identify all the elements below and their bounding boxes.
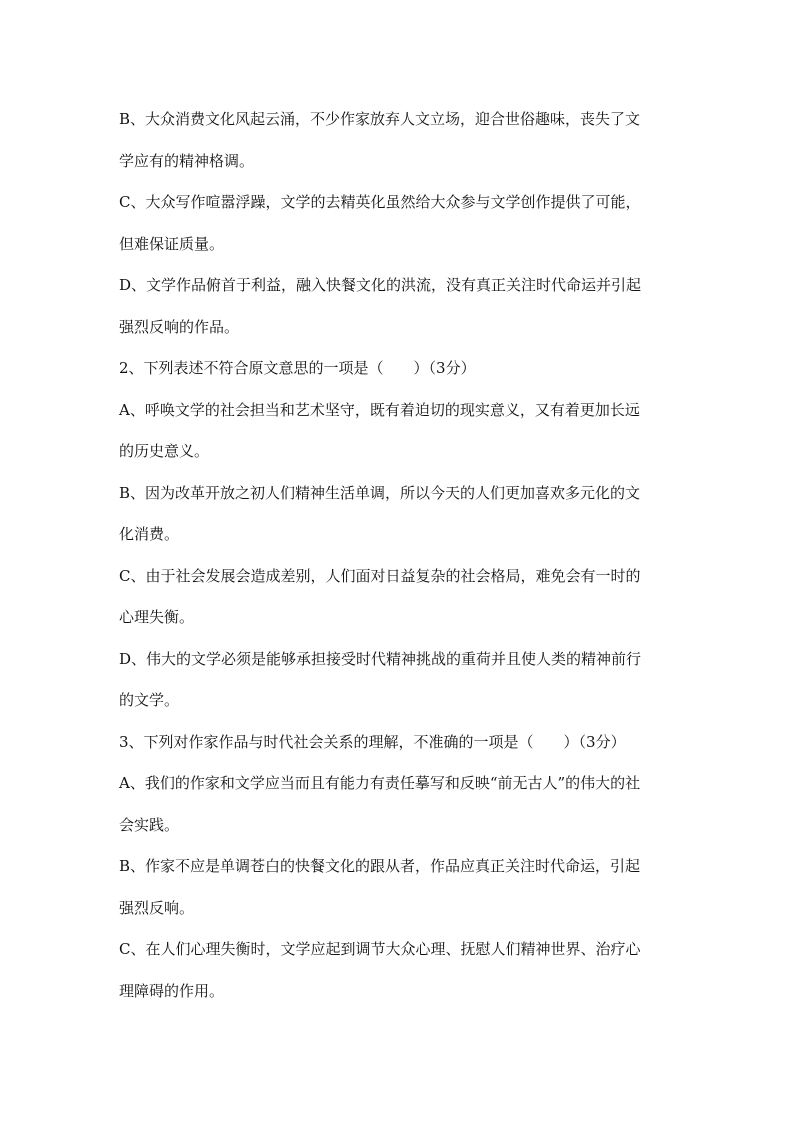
q2-option-c-line-1: C、由于社会发展会造成差别，人们面对日益复杂的社会格局，难免会有一时的 [119, 566, 641, 585]
q3-option-a-line-1: A、我们的作家和文学应当而且有能力有责任摹写和反映“前无古人”的伟大的社 [119, 774, 641, 792]
q3-option-a-line-2: 会实践。 [119, 815, 180, 834]
q3-option-c-line-2: 理障碍的作用。 [119, 981, 225, 1000]
q2-option-c-line-2: 心理失衡。 [119, 608, 195, 626]
option-d-line-1: D、文学作品俯首于利益，融入快餐文化的洪流，没有真正关注时代命运并引起 [119, 276, 642, 294]
option-b-line-1: B、大众消费文化风起云涌，不少作家放弃人文立场，迎合世俗趣味，丧失了文 [119, 110, 641, 128]
q2-option-a-line-1: A、呼唤文学的社会担当和艺术坚守，既有着迫切的现实意义，又有着更加长远 [119, 400, 640, 419]
q3-option-c-line-1: C、在人们心理失衡时，文学应起到调节大众心理、抚慰人们精神世界、治疗心 [119, 940, 641, 958]
q2-option-d-line-1: D、伟大的文学必须是能够承担接受时代精神挑战的重荷并且使人类的精神前行 [119, 649, 642, 668]
option-d-line-2: 强烈反响的作品。 [119, 317, 240, 336]
q2-option-a-line-2: 的历史意义。 [119, 442, 210, 460]
q2-option-b-line-2: 化消费。 [119, 525, 180, 543]
q2-option-b-line-1: B、因为改革开放之初人们精神生活单调，所以今天的人们更加喜欢多元化的文 [119, 483, 641, 502]
question-2-stem: 2、下列表述不符合原文意思的一项是（ ）（3分） [119, 359, 476, 377]
q2-option-d-line-2: 的文学。 [119, 691, 180, 709]
option-b-line-2: 学应有的精神格调。 [119, 151, 255, 170]
q3-option-b-line-2: 强烈反响。 [119, 898, 195, 917]
question-3-stem: 3、下列对作家作品与时代社会关系的理解，不准确的一项是（ ）（3分） [119, 732, 626, 751]
q3-option-b-line-1: B、作家不应是单调苍白的快餐文化的跟从者，作品应真正关注时代命运，引起 [119, 857, 641, 875]
document-body [119, 104, 679, 1017]
option-c-line-2: 但难保证质量。 [119, 234, 225, 253]
option-c-line-1: C、大众写作喧嚣浮躁，文学的去精英化虽然给大众参与文学创作提供了可能， [119, 193, 641, 211]
